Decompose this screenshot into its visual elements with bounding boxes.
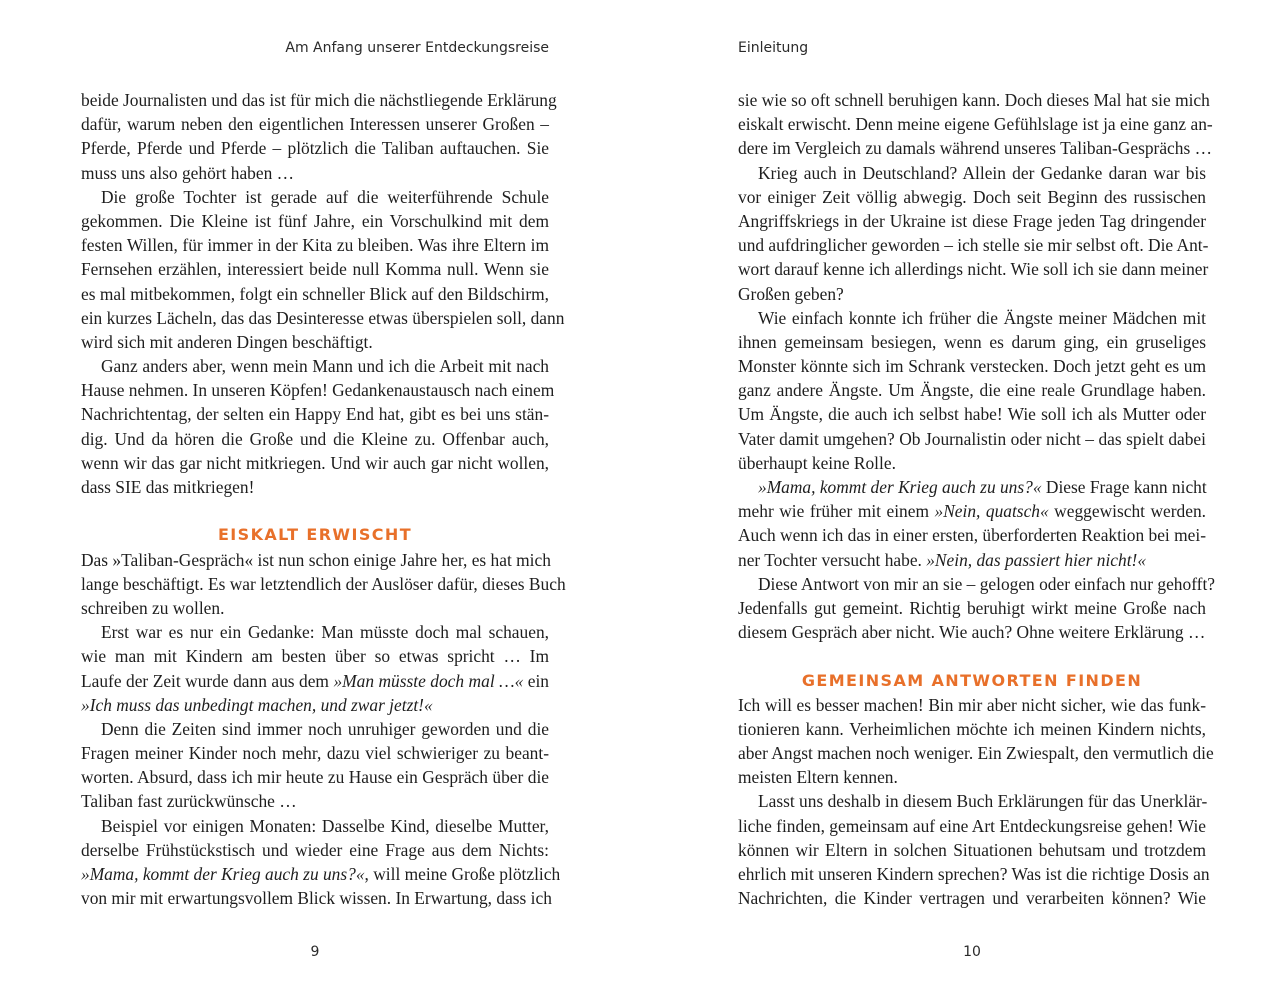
text-line (738, 548, 1206, 572)
text-line: Großen geben? (738, 283, 844, 304)
text-line: derselbe Frühstückstisch und wieder eine Frage aus dem Nichts: (81, 839, 549, 860)
text-line: Nachrichtentag, der selten ein Happy End hat, gibt es bei uns stän- (81, 404, 549, 425)
text-line: eiskalt erwischt. Denn meine eigene Gefühlslage ist ja eine ganz an- (738, 114, 1213, 135)
text-segment: Diese Frage kann nicht (1041, 477, 1207, 497)
text-line: von mir mit erwartungsvollem Blick wissen. In Erwartung, dass ich (81, 888, 552, 909)
running-head: Einleitung (738, 40, 809, 56)
emphasis-text: »Mama, kommt der Krieg auch zu uns?« (758, 477, 1042, 497)
text-line: Krieg auch in Deutschland? Allein der Gedanke daran war bis (758, 162, 1206, 183)
text-line: beide Journalisten und das ist für mich die nächstliegende Erklärung (81, 90, 557, 110)
text-block-before (738, 88, 1216, 644)
text-line (738, 475, 1206, 499)
section-heading: GEMEINSAM ANTWORTEN FINDEN (801, 670, 1143, 690)
text-line: aber Angst machen noch weniger. Ein Zwiespalt, den vermutlich die (738, 743, 1214, 764)
text-segment: weggewischt werden. (1048, 501, 1207, 522)
text-line: worten. Absurd, dass ich mir heute zu Hause ein Gespräch über die (81, 767, 549, 788)
text-line: Fragen meiner Kinder noch mehr, dazu viel schwieriger zu beant- (81, 743, 549, 764)
text-line: Die große Tochter ist gerade auf die weiterführende Schule (101, 186, 549, 207)
text-line: ihnen gemeinsam besiegen, wenn es darum ging, ein gruseliges (738, 331, 1206, 352)
text-line (81, 693, 549, 717)
emphasis-text: »Ich muss das unbedingt machen, und zwar jetzt!« (81, 694, 433, 715)
text-line: Ich will es besser machen! Bin mir aber nicht sicher, wie das funk- (738, 694, 1206, 715)
text-block-after (81, 548, 566, 911)
text-line: meisten Eltern kennen. (738, 767, 898, 788)
text-line: dafür, warum neben den eigentlichen Interessen unserer Großen – (81, 114, 549, 135)
text-line: diesem Gespräch aber nicht. Wie auch? Ohne weitere Erklärung … (738, 622, 1206, 643)
text-line: gekommen. Die Kleine ist fünf Jahre, ein Vorschulkind mit dem (81, 210, 549, 231)
text-line: Monster könnte sich im Schrank verstecken. Doch jetzt geht es um (738, 356, 1206, 377)
text-line (738, 499, 1206, 523)
text-line: dass SIE das mitkriegen! (81, 477, 255, 497)
text-line: Erst war es nur ein Gedanke: Man müsste doch mal schauen, (101, 622, 549, 643)
text-line: es mal mitbekommen, folgt ein schneller Blick auf den Bildschirm, (81, 283, 549, 304)
text-line: Hause nehmen. In unseren Köpfen! Gedankenaustausch nach einem (81, 380, 555, 401)
emphasis-text: »Nein, quatsch« (934, 501, 1049, 522)
text-line: ein kurzes Lächeln, das das Desinteresse etwas überspielen soll, dann (81, 307, 565, 328)
running-head: Am Anfang unserer Entdeckungsreise (285, 40, 549, 56)
text-line: Fernsehen erzählen, interessiert beide null Komma null. Wenn sie (81, 259, 549, 280)
page-body (738, 88, 1216, 910)
emphasis-text: »Nein, das passiert hier nicht!« (926, 549, 1147, 570)
text-line: Vater damit umgehen? Ob Journalistin oder nicht – das spielt dabei (738, 428, 1206, 449)
text-block-after (738, 693, 1214, 911)
text-segment: Laufe der Zeit wurde dann aus dem (81, 670, 334, 691)
text-line: Um Ängste, die auch ich selbst habe! Wie soll ich als Mutter oder (738, 404, 1206, 425)
emphasis-text: »Mama, kommt der Krieg auch zu uns?« (81, 864, 365, 885)
text-line: Beispiel vor einigen Monaten: Dasselbe Kind, dieselbe Mutter, (101, 815, 549, 836)
text-line: Taliban fast zurückwünsche … (81, 791, 297, 812)
text-segment: ein (523, 670, 549, 691)
text-line: wird sich mit anderen Dingen beschäftigt. (81, 331, 373, 352)
text-line: dere im Vergleich zu damals während unseres Taliban-Gesprächs … (738, 138, 1212, 159)
left-page (81, 0, 566, 1000)
text-line: festen Willen, für immer in der Kita zu bleiben. Was ihre Eltern im (81, 235, 549, 256)
text-line: lange beschäftigt. Es war letztendlich der Auslöser dafür, dieses Buch (81, 573, 566, 594)
text-segment: ner Tochter versucht habe. (738, 549, 927, 570)
text-line: Diese Antwort von mir an sie – gelogen oder einfach nur gehofft? (758, 573, 1216, 594)
text-segment: mehr wie früher mit einem (738, 501, 935, 522)
page-body (81, 88, 566, 910)
section-heading: EISKALT ERWISCHT (217, 525, 413, 545)
text-line: können wir Eltern in solchen Situationen behutsam und trotzdem (738, 839, 1206, 860)
text-line: überhaupt keine Rolle. (738, 452, 896, 473)
text-line: vor einiger Zeit völlig abwegig. Doch seit Beginn des russischen (738, 186, 1206, 207)
text-line: wie man mit Kindern am besten über so etwas spricht … Im (81, 646, 549, 667)
text-line: Auch wenn ich das in einer ersten, überforderten Reaktion bei mei- (738, 525, 1206, 546)
text-line (81, 862, 561, 886)
text-line: ehrlich mit unseren Kindern sprechen? Was ist die richtige Dosis an (738, 864, 1210, 885)
text-line: Wie einfach konnte ich früher die Ängste meiner Mädchen mit (758, 307, 1206, 328)
text-line: muss uns also gehört haben … (81, 162, 295, 183)
text-line: Jedenfalls gut gemeint. Richtig beruhigt wirkt meine Große nach (738, 597, 1206, 618)
text-line: sie wie so oft schnell beruhigen kann. Doch dieses Mal hat sie mich (738, 90, 1210, 110)
text-line: Angriffskriegs in der Ukraine ist diese Frage jeden Tag dringender (738, 210, 1206, 231)
emphasis-text: »Man müsste doch mal …« (333, 670, 524, 691)
text-line: tionieren kann. Verheimlichen möchte ich meinen Kindern nichts, (738, 718, 1206, 739)
text-line: liche finden, gemeinsam auf eine Art Entdeckungsreise gehen! Wie (738, 815, 1206, 836)
text-line: Nachrichten, die Kinder vertragen und verarbeiten können? Wie (738, 888, 1206, 909)
text-segment: , will meine Große plötzlich (364, 864, 561, 885)
text-line: Das »Taliban-Gespräch« ist nun schon einige Jahre her, es hat mich (81, 549, 551, 570)
text-line: und aufdringlicher geworden – ich stelle sie mir selbst oft. Die Ant- (738, 235, 1209, 256)
text-line: schreiben zu wollen. (81, 597, 225, 618)
text-line: Pferde, Pferde und Pferde – plötzlich die Taliban auftauchen. Sie (81, 138, 549, 159)
text-line: wort darauf kenne ich allerdings nicht. Wie soll ich sie dann meiner (738, 259, 1209, 280)
text-line (81, 669, 549, 693)
text-line: Denn die Zeiten sind immer noch unruhiger geworden und die (101, 718, 549, 739)
text-block-before (81, 88, 565, 499)
text-line: ganz andere Ängste. Um Ängste, die eine reale Grundlage haben. (738, 380, 1206, 401)
page-number: 10 (963, 944, 981, 960)
right-page (738, 0, 1216, 1000)
page-number: 9 (310, 944, 320, 960)
text-line: Ganz anders aber, wenn mein Mann und ich die Arbeit mit nach (101, 356, 549, 377)
text-line: Lasst uns deshalb in diesem Buch Erklärungen für das Unerklär- (758, 791, 1208, 812)
text-line: wenn wir das gar nicht mitkriegen. Und wir auch gar nicht wollen, (81, 452, 549, 473)
text-line: dig. Und da hören die Große und die Kleine zu. Offenbar auch, (81, 428, 549, 449)
